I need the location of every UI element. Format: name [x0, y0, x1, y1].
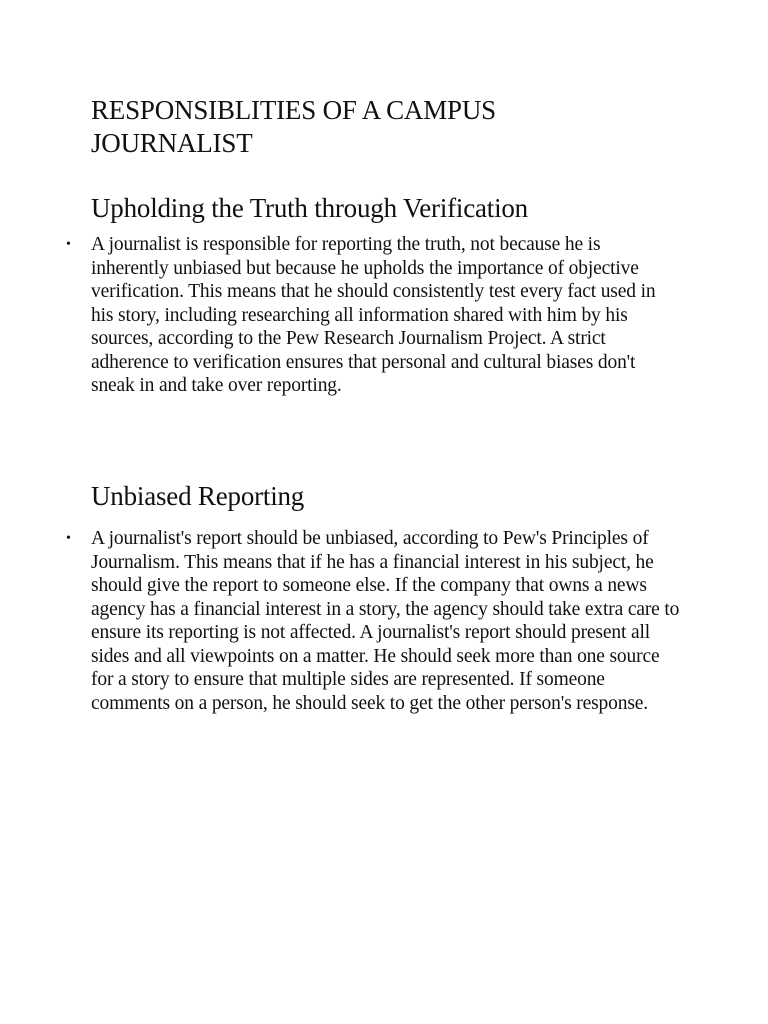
bullet-icon: •: [66, 237, 71, 252]
bullet-list-unbiased-reporting: [0, 527, 681, 715]
section-heading-unbiased-reporting: Unbiased Reporting: [91, 481, 305, 511]
document-title: RESPONSIBLITIES OF A CAMPUS JOURNALIST: [91, 95, 496, 158]
paragraph-text: A journalist is responsible for reporting the truth, not because he is inherently unbiased but because he upholds the importance of objective verification. This means that he should consistently test every fact used in his story, including researching all information shared with him by his sources, according to the Pew Research Journalism Project. A strict adherence to verification ensures that personal and cultural biases don't sneak in and take over reporting.: [91, 234, 656, 396]
list-item: [0, 233, 681, 398]
bullet-list-verification: [0, 233, 681, 398]
paragraph-text: A journalist's report should be unbiased, according to Pew's Principles of Journalism. This means that if he has a financial interest in his subject, he should give the report to someone else. If the company that owns a news agency has a financial interest in a story, the agency should take extra care to ensure its reporting is not affected. A journalist's report should present all sides and all viewpoints on a matter. He should seek more than one source for a story to ensure that multiple sides are represented. If someone comments on a person, he should seek to get the other person's response.: [91, 528, 680, 714]
section-heading-verification: Upholding the Truth through Verification: [91, 193, 528, 223]
bullet-icon: •: [66, 531, 71, 546]
list-item: [0, 527, 681, 715]
